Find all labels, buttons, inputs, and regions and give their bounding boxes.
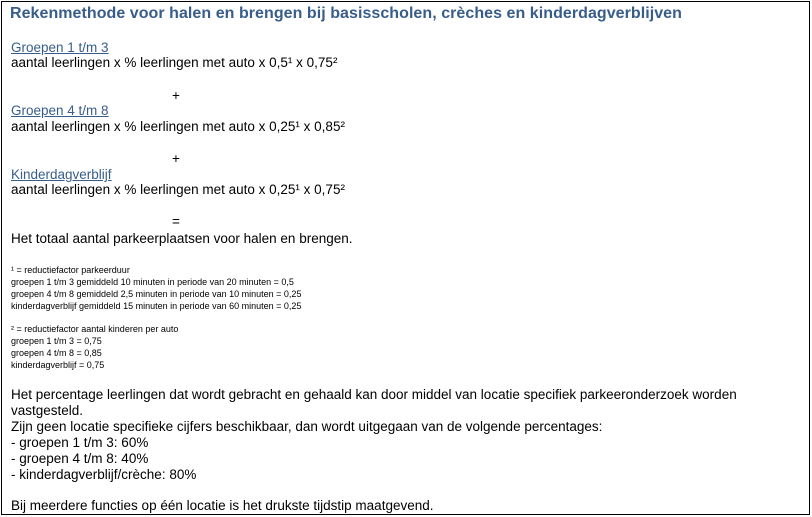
plus-operator: +	[172, 151, 180, 166]
section-heading-groepen-4-8[interactable]: Groepen 4 t/m 8	[11, 103, 109, 118]
formula-kinderdagverblijf: aantal leerlingen x % leerlingen met auto x 0,25¹ x 0,75²	[11, 182, 345, 197]
default-percentage-item: - groepen 4 t/m 8: 40%	[11, 451, 149, 466]
section-heading-groepen-1-3[interactable]: Groepen 1 t/m 3	[11, 40, 109, 55]
plus-operator: +	[172, 88, 180, 103]
default-percentage-item: - groepen 1 t/m 3: 60%	[11, 435, 149, 450]
footnote-2-line: groepen 4 t/m 8 = 0,85	[11, 348, 102, 358]
default-percentages-intro: Zijn geen locatie specifieke cijfers beschikbaar, dan wordt uitgegaan van de volgende percentages:	[11, 419, 603, 434]
notes-paragraph-line: vastgesteld.	[11, 403, 84, 418]
default-percentage-item: - kinderdagverblijf/crèche: 80%	[11, 467, 197, 482]
notes-paragraph-line: Het percentage leerlingen dat wordt gebracht en gehaald kan door middel van locatie specifiek parkeeronderzoek worden	[11, 387, 737, 402]
section-heading-kinderdagverblijf[interactable]: Kinderdagverblijf	[11, 167, 112, 182]
footnote-2-line: kinderdagverblijf = 0,75	[11, 360, 105, 370]
footnote-2-title: ² = reductiefactor aantal kinderen per auto	[11, 324, 179, 334]
closing-note: Bij meerdere functies op één locatie is het drukste tijdstip maatgevend.	[11, 498, 434, 513]
footnote-1-line: groepen 1 t/m 3 gemiddeld 10 minuten in periode van 20 minuten = 0,5	[11, 277, 294, 287]
footnote-1-line: groepen 4 t/m 8 gemiddeld 2,5 minuten in periode van 10 minuten = 0,25	[11, 289, 302, 299]
footnote-1-line: kinderdagverblijf gemiddeld 15 minuten in periode van 60 minuten = 0,25	[11, 301, 302, 311]
footnote-1-title: ¹ = reductiefactor parkeerduur	[11, 265, 130, 275]
equals-operator: =	[172, 214, 180, 229]
footnote-2-line: groepen 1 t/m 3 = 0,75	[11, 336, 102, 346]
formula-result: Het totaal aantal parkeerplaatsen voor halen en brengen.	[11, 231, 353, 246]
formula-groepen-1-3: aantal leerlingen x % leerlingen met auto x 0,5¹ x 0,75²	[11, 55, 338, 70]
formula-groepen-4-8: aantal leerlingen x % leerlingen met auto x 0,25¹ x 0,85²	[11, 119, 345, 134]
page-title: Rekenmethode voor halen en brengen bij basisscholen, crèches en kinderdagverblijven	[10, 5, 682, 22]
